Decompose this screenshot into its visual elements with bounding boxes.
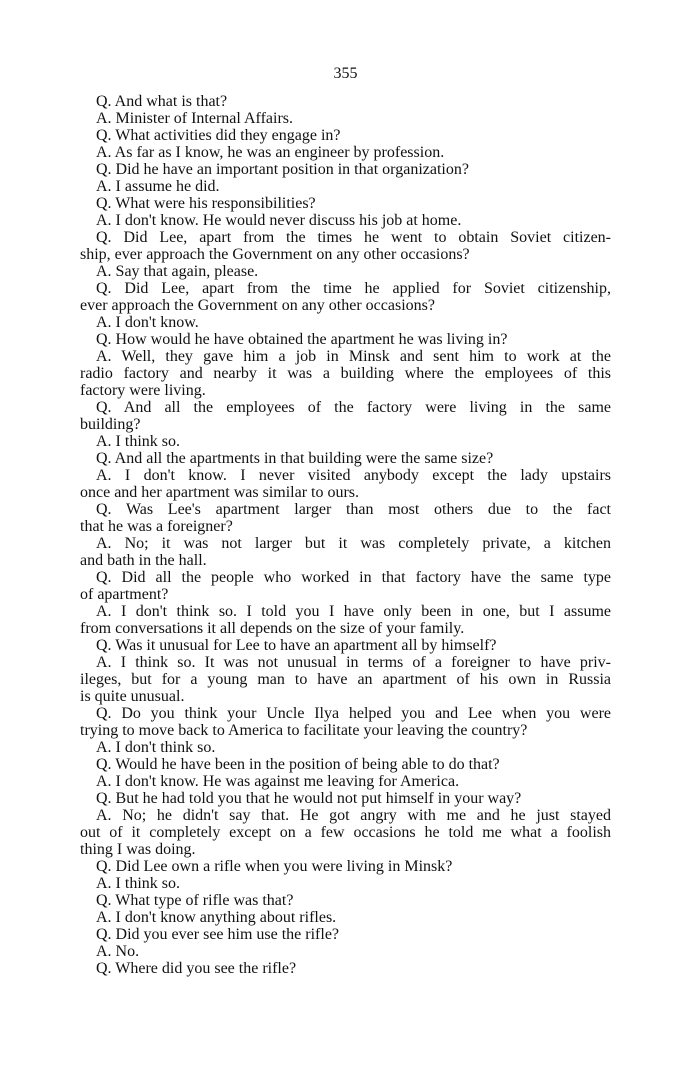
text-line: Q. Did you ever see him use the rifle? xyxy=(96,926,340,943)
text-line: ship, ever approach the Government on any other occasions? xyxy=(80,246,470,263)
text-line: from conversations it all depends on the size of your family. xyxy=(80,620,465,637)
qa-paragraph xyxy=(80,195,611,212)
qa-paragraph xyxy=(80,161,611,178)
text-line: Q. How would he have obtained the apartment he was living in? xyxy=(96,331,508,348)
text-line: A. Say that again, please. xyxy=(96,263,259,280)
text-line: A. I don't know. I never visited anybody except the lady upstairs xyxy=(96,467,611,484)
text-line: Q. But he had told you that he would not put himself in your way? xyxy=(96,790,522,807)
qa-paragraph xyxy=(80,433,611,450)
qa-paragraph xyxy=(80,263,611,280)
text-line: A. I assume he did. xyxy=(96,178,220,195)
text-line: Q. What activities did they engage in? xyxy=(96,127,341,144)
text-line: Q. And all the employees of the factory were living in the same xyxy=(96,399,611,416)
qa-paragraph xyxy=(80,467,611,501)
text-line: A. No. xyxy=(96,943,140,960)
text-line: radio factory and nearby it was a building where the employees of this xyxy=(80,365,611,382)
qa-paragraph xyxy=(80,637,611,654)
text-line: Q. Would he have been in the position of being able to do that? xyxy=(96,756,500,773)
text-line: Q. Was Lee's apartment larger than most others due to the fact xyxy=(96,501,611,518)
text-line: Q. Where did you see the rifle? xyxy=(96,960,297,977)
qa-paragraph xyxy=(80,926,611,943)
qa-paragraph xyxy=(80,535,611,569)
text-line: A. As far as I know, he was an engineer by profession. xyxy=(96,144,445,161)
qa-paragraph xyxy=(80,229,611,263)
text-line: A. I think so. xyxy=(96,875,180,892)
text-line: A. I think so. xyxy=(96,433,180,450)
text-line: thing I was doing. xyxy=(80,841,196,858)
qa-paragraph xyxy=(80,705,611,739)
text-line: Q. Did he have an important position in that organization? xyxy=(96,161,469,178)
text-line: Q. Was it unusual for Lee to have an apartment all by himself? xyxy=(96,637,497,654)
text-line: A. I don't think so. xyxy=(96,739,216,756)
text-line: Q. Did Lee own a rifle when you were living in Minsk? xyxy=(96,858,453,875)
qa-paragraph xyxy=(80,314,611,331)
qa-paragraph xyxy=(80,943,611,960)
text-line: trying to move back to America to facilitate your leaving the country? xyxy=(80,722,528,739)
text-line: and bath in the hall. xyxy=(80,552,207,569)
text-line: A. I don't know. He would never discuss his job at home. xyxy=(96,212,462,229)
text-line: Q. Did all the people who worked in that factory have the same type xyxy=(96,569,611,586)
qa-paragraph xyxy=(80,93,611,110)
page-number: 355 xyxy=(333,65,358,82)
text-line: out of it completely except on a few occasions he told me what a foolish xyxy=(80,824,611,841)
qa-paragraph xyxy=(80,603,611,637)
text-line: A. I don't think so. I told you I have only been in one, but I assume xyxy=(96,603,611,620)
qa-paragraph xyxy=(80,569,611,603)
qa-paragraph xyxy=(80,212,611,229)
text-line: of apartment? xyxy=(80,586,169,603)
qa-paragraph xyxy=(80,331,611,348)
text-line: ileges, but for a young man to have an apartment of his own in Russia xyxy=(80,671,611,688)
text-line: A. I don't know. xyxy=(96,314,199,331)
qa-paragraph xyxy=(80,739,611,756)
qa-paragraph xyxy=(80,875,611,892)
text-line: Q. Did Lee, apart from the time he applied for Soviet citizenship, xyxy=(96,280,611,297)
qa-paragraph xyxy=(80,773,611,790)
text-line: Q. What were his responsibilities? xyxy=(96,195,316,212)
testimony-text xyxy=(80,93,611,977)
qa-paragraph xyxy=(80,858,611,875)
text-line: Q. And what is that? xyxy=(96,93,228,110)
qa-paragraph xyxy=(80,178,611,195)
qa-paragraph xyxy=(80,654,611,705)
text-line: ever approach the Government on any other occasions? xyxy=(80,297,435,314)
qa-paragraph xyxy=(80,399,611,433)
text-line: is quite unusual. xyxy=(80,688,185,705)
text-line: factory were living. xyxy=(80,382,206,399)
qa-paragraph xyxy=(80,280,611,314)
text-line: Q. Did Lee, apart from the times he went to obtain Soviet citizen- xyxy=(96,229,611,246)
qa-paragraph xyxy=(80,144,611,161)
qa-paragraph xyxy=(80,909,611,926)
qa-paragraph xyxy=(80,807,611,858)
text-line: Q. And all the apartments in that building were the same size? xyxy=(96,450,494,467)
text-line: Q. Do you think your Uncle Ilya helped you and Lee when you were xyxy=(96,705,611,722)
text-line: Q. What type of rifle was that? xyxy=(96,892,294,909)
text-line: A. I don't know anything about rifles. xyxy=(96,909,337,926)
qa-paragraph xyxy=(80,756,611,773)
text-line: A. Well, they gave him a job in Minsk and sent him to work at the xyxy=(96,348,611,365)
qa-paragraph xyxy=(80,348,611,399)
qa-paragraph xyxy=(80,110,611,127)
text-line: A. No; it was not larger but it was completely private, a kitchen xyxy=(96,535,611,552)
qa-paragraph xyxy=(80,960,611,977)
qa-paragraph xyxy=(80,790,611,807)
text-line: A. I don't know. He was against me leaving for America. xyxy=(96,773,460,790)
text-line: A. I think so. It was not unusual in terms of a foreigner to have priv- xyxy=(96,654,611,671)
text-line: that he was a foreigner? xyxy=(80,518,233,535)
qa-paragraph xyxy=(80,892,611,909)
text-line: A. No; he didn't say that. He got angry with me and he just stayed xyxy=(96,807,611,824)
qa-paragraph xyxy=(80,501,611,535)
text-line: once and her apartment was similar to ours. xyxy=(80,484,360,501)
text-line: A. Minister of Internal Affairs. xyxy=(96,110,293,127)
text-line: building? xyxy=(80,416,141,433)
qa-paragraph xyxy=(80,127,611,144)
qa-paragraph xyxy=(80,450,611,467)
